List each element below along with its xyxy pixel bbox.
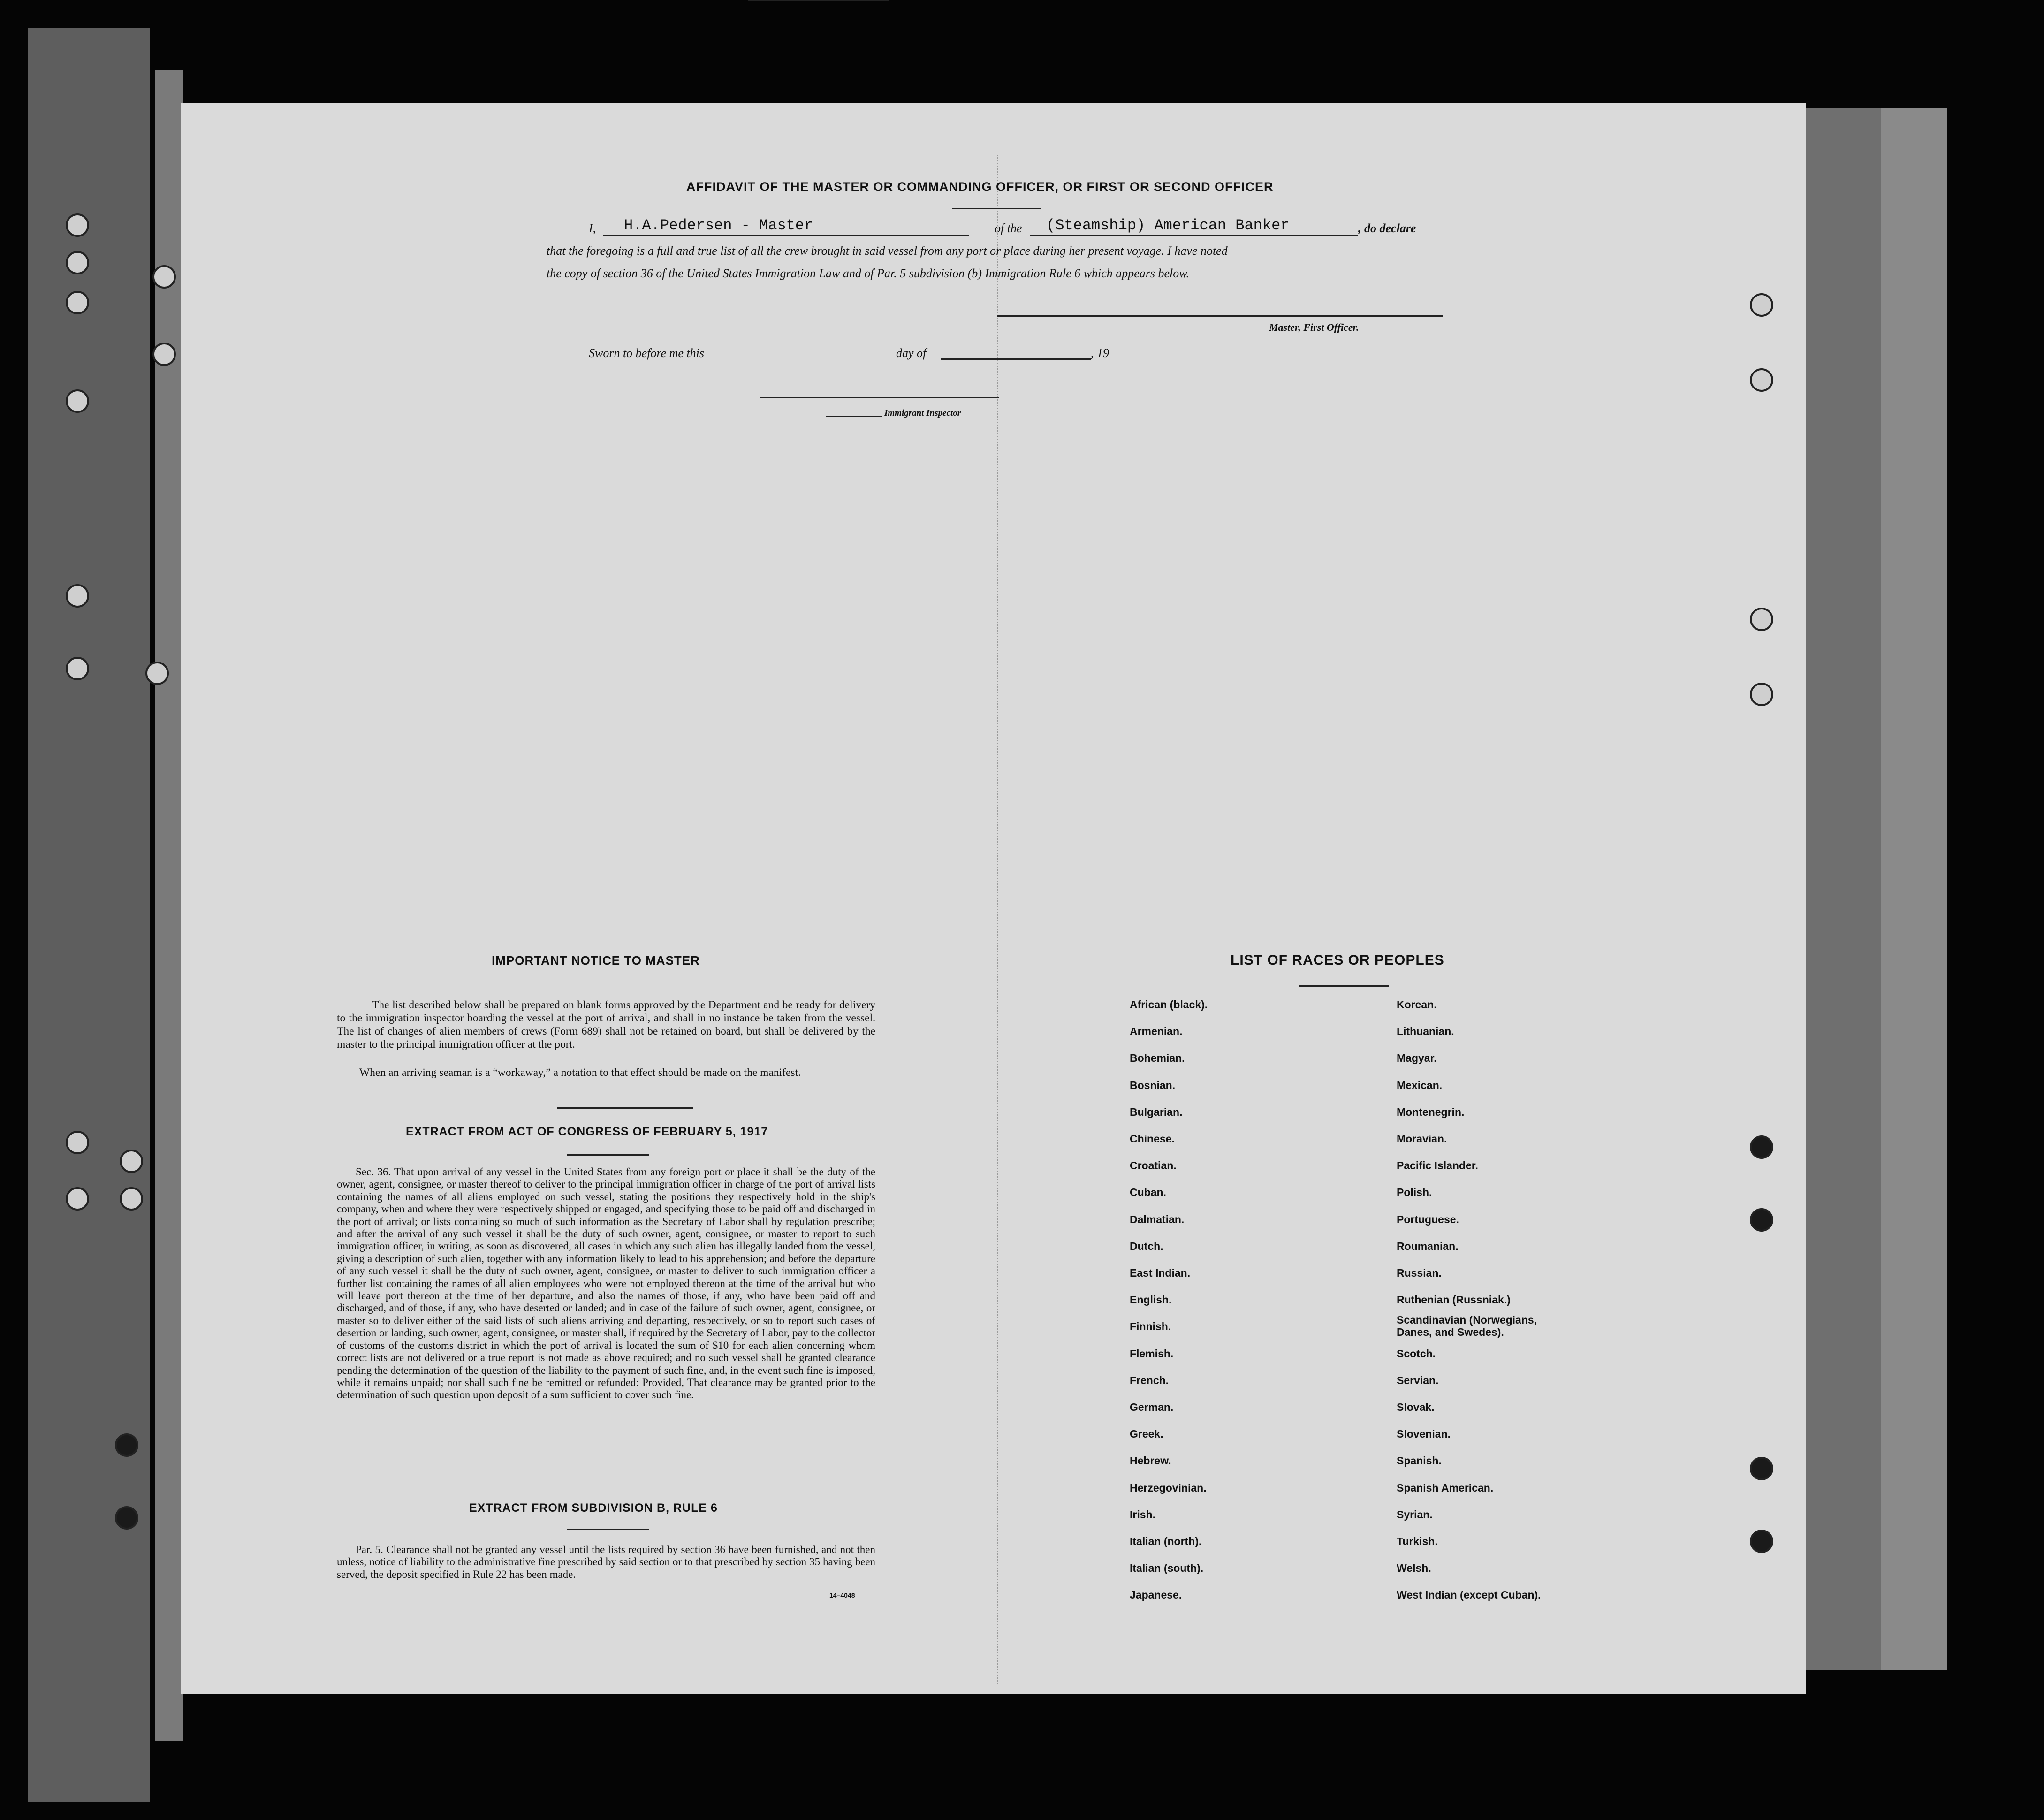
race-item: Italian (south).: [1130, 1562, 1204, 1575]
punch-hole: [66, 1131, 89, 1154]
race-item: Spanish American.: [1397, 1481, 1494, 1494]
race-item: Bosnian.: [1130, 1079, 1176, 1091]
divider: [567, 1529, 649, 1530]
divider: [557, 1107, 693, 1109]
notice-paragraph-1: The list described below shall be prepared on blank forms approved by the Department and be ready for delivery to the immigration inspector boarding the vessel at the port of arrival, and shall in no instance be taken from the vessel. The list of changes of alien members of crews (Form 689) shall not be retained on board, but shall be delivered by the master to the principal immigration officer at the port.: [337, 999, 875, 1051]
race-item: Magyar.: [1397, 1052, 1437, 1065]
race-item: Irish.: [1130, 1508, 1155, 1521]
inspector-label: Immigrant Inspector: [884, 408, 961, 418]
race-item: Slovenian.: [1397, 1428, 1451, 1440]
inspector-short-line: [826, 416, 882, 417]
race-item: French.: [1130, 1374, 1169, 1386]
punch-hole: [66, 291, 89, 314]
race-item: Turkish.: [1397, 1535, 1438, 1547]
name-blank-line: [603, 235, 969, 236]
race-item: Russian.: [1397, 1267, 1442, 1279]
punch-hole: [1750, 608, 1773, 631]
race-item: African (black).: [1130, 998, 1208, 1011]
day-of-label: day of: [896, 346, 927, 360]
notice-paragraph-2: When an arriving seaman is a “workaway,” a notation to that effect should be made on the manifest.: [359, 1066, 801, 1079]
race-item: Japanese.: [1130, 1589, 1182, 1601]
race-item: Scandinavian (Norwegians, Danes, and Swedes).: [1397, 1314, 1537, 1339]
race-item: Scotch.: [1397, 1347, 1436, 1360]
divider: [1299, 985, 1389, 987]
race-item: Dalmatian.: [1130, 1213, 1185, 1226]
affidavit-line-2: that the foregoing is a full and true list of all the crew brought in said vessel from any port or place during her present voyage. I have noted: [547, 244, 1228, 258]
punch-hole: [120, 1187, 143, 1211]
race-item: Roumanian.: [1397, 1240, 1459, 1252]
race-item: English.: [1130, 1294, 1172, 1306]
race-item: Spanish.: [1397, 1454, 1442, 1467]
punch-hole: [1750, 1135, 1773, 1159]
race-item: Cuban.: [1130, 1186, 1166, 1199]
race-item: Dutch.: [1130, 1240, 1163, 1252]
punch-hole: [66, 584, 89, 608]
document-page: [181, 103, 1806, 1694]
race-item: Herzegovinian.: [1130, 1481, 1207, 1494]
punch-hole: [120, 1150, 143, 1173]
affidavit-title: AFFIDAVIT OF THE MASTER OR COMMANDING OFFICER, OR FIRST OR SECOND OFFICER: [686, 180, 1274, 194]
punch-hole: [66, 657, 89, 680]
punch-hole: [1750, 683, 1773, 706]
punch-hole: [1750, 293, 1773, 317]
race-item: Pacific Islander.: [1397, 1159, 1478, 1172]
sworn-day-blank-line: [748, 0, 889, 1]
race-item: Ruthenian (Russniak.): [1397, 1294, 1511, 1306]
race-item: Moravian.: [1397, 1133, 1447, 1145]
affidavit-of-the: of the: [995, 221, 1022, 235]
affidavit-i-label: I,: [589, 221, 596, 235]
punch-hole: [115, 1506, 138, 1530]
sworn-before-label: Sworn to before me this: [589, 346, 705, 360]
binder-strip: [155, 70, 183, 1741]
race-item: Armenian.: [1130, 1025, 1183, 1038]
race-item: Bulgarian.: [1130, 1105, 1183, 1118]
race-item: German.: [1130, 1401, 1174, 1413]
punch-hole: [66, 213, 89, 237]
punch-hole: [1750, 368, 1773, 392]
binder-right-page-stack: [1881, 108, 1947, 1670]
race-item: Slovak.: [1397, 1401, 1435, 1413]
affidavit-line-3: the copy of section 36 of the United States Immigration Law and of Par. 5 subdivision (b) Immigration Rule 6 which appears below.: [547, 267, 1190, 280]
race-item: Croatian.: [1130, 1159, 1177, 1172]
punch-hole: [66, 389, 89, 413]
race-item: East Indian.: [1130, 1267, 1191, 1279]
race-item: Servian.: [1397, 1374, 1439, 1386]
extract-rule-title: EXTRACT FROM SUBDIVISION B, RULE 6: [469, 1501, 718, 1515]
race-item: Hebrew.: [1130, 1454, 1171, 1467]
affidavit-do-declare: , do declare: [1358, 221, 1416, 235]
race-item: Flemish.: [1130, 1347, 1174, 1360]
race-item: Chinese.: [1130, 1133, 1175, 1145]
master-signature-line: [997, 315, 1443, 317]
extract-rule-text: Par. 5. Clearance shall not be granted any vessel until the lists required by section 36 have been furnished, and not then unless, notice of liability to the administrative fine prescribed by said section or to that prescribed by section 35 having been served, the deposit specified in Rule 22 has been made.: [337, 1544, 875, 1580]
notice-title: IMPORTANT NOTICE TO MASTER: [492, 953, 700, 967]
form-number: 14–4048: [829, 1592, 855, 1599]
race-item: Polish.: [1397, 1186, 1432, 1199]
races-title: LIST OF RACES OR PEOPLES: [1231, 952, 1444, 968]
master-name-typed: H.A.Pedersen - Master: [624, 217, 813, 234]
race-item: Finnish.: [1130, 1320, 1171, 1333]
punch-hole: [66, 1187, 89, 1211]
vessel-name-typed: (Steamship) American Banker: [1046, 217, 1290, 234]
master-signature-label: Master, First Officer.: [1269, 321, 1359, 333]
sworn-month-blank-line: [941, 358, 1091, 360]
race-item: Korean.: [1397, 998, 1437, 1011]
race-item: Mexican.: [1397, 1079, 1443, 1091]
race-item: West Indian (except Cuban).: [1397, 1589, 1541, 1601]
binder-left-edge: [28, 28, 150, 1802]
race-item: Syrian.: [1397, 1508, 1433, 1521]
race-item: Lithuanian.: [1397, 1025, 1454, 1038]
race-item: Welsh.: [1397, 1562, 1431, 1575]
punch-hole: [152, 265, 176, 289]
punch-hole: [145, 662, 169, 685]
divider: [952, 208, 1041, 209]
year-label: , 19: [1091, 346, 1109, 360]
race-item: Bohemian.: [1130, 1052, 1185, 1065]
race-item: Portuguese.: [1397, 1213, 1459, 1226]
punch-hole: [1750, 1530, 1773, 1553]
race-item: Montenegrin.: [1397, 1105, 1465, 1118]
vessel-blank-line: [1030, 235, 1358, 236]
punch-hole: [1750, 1457, 1773, 1480]
punch-hole: [1750, 1208, 1773, 1232]
inspector-signature-line: [760, 397, 999, 398]
divider: [567, 1154, 649, 1156]
race-item: Greek.: [1130, 1428, 1163, 1440]
punch-hole: [152, 343, 176, 366]
race-item: Italian (north).: [1130, 1535, 1202, 1547]
extract-act-title: EXTRACT FROM ACT OF CONGRESS OF FEBRUARY 5, 1917: [406, 1125, 768, 1138]
punch-hole: [115, 1433, 138, 1457]
extract-act-text: Sec. 36. That upon arrival of any vessel in the United States from any foreign port or place it shall be the duty of the owner, agent, consignee, or master thereof to deliver to the principal immigration officer in charge of the port of arrival lists containing the names of all aliens employed on such vessel, stating the positions they respectively hold in the ship's company, when and where they were respectively shipped or engaged, and specifying those to be paid off and discharged in the port of arrival; or lists containing so much of such information as the Secretary of Labor shall by regulation prescribe; and after the arrival of any such vessel it shall be the duty of such owner, agent, consignee, or master to report to such immigration officer, in writing, as soon as discovered, all cases in which any such alien has illegally landed from the vessel, giving a description of such alien, together with any information likely to lead to his apprehension; and before the departure of any such vessel it shall be the duty of such owner, agent, consignee, or master to deliver to such immigration officer a further list containing the names of all alien employees who were not employed thereon at the time of the arrival but who will leave port thereon at the time of her departure, and also the names of those, if any, who have been paid off and discharged, and of those, if any, who have deserted or landed; and in case of the failure of such owner, agent, consignee, or master so to deliver either of the said lists of such aliens arriving and departing, respectively, or so to report such cases of desertion or landing, such owner, agent, consignee, or master shall, if required by the Secretary of Labor, pay to the collector of customs of the customs district in which the port of arrival is located the sum of $10 for each alien concerning whom correct lists are not delivered or a true report is not made as above required; and no such vessel shall be granted clearance pending the determination of the question of the liability to the payment of such fine, and, in the event such fine is imposed, while it remains unpaid; nor shall such fine be remitted or refunded: Provided, That clearance may be granted prior to the determination of such question upon deposit of a sum sufficient to cover such fine.: [337, 1166, 875, 1401]
punch-hole: [66, 251, 89, 274]
page-fold: [997, 155, 998, 1684]
